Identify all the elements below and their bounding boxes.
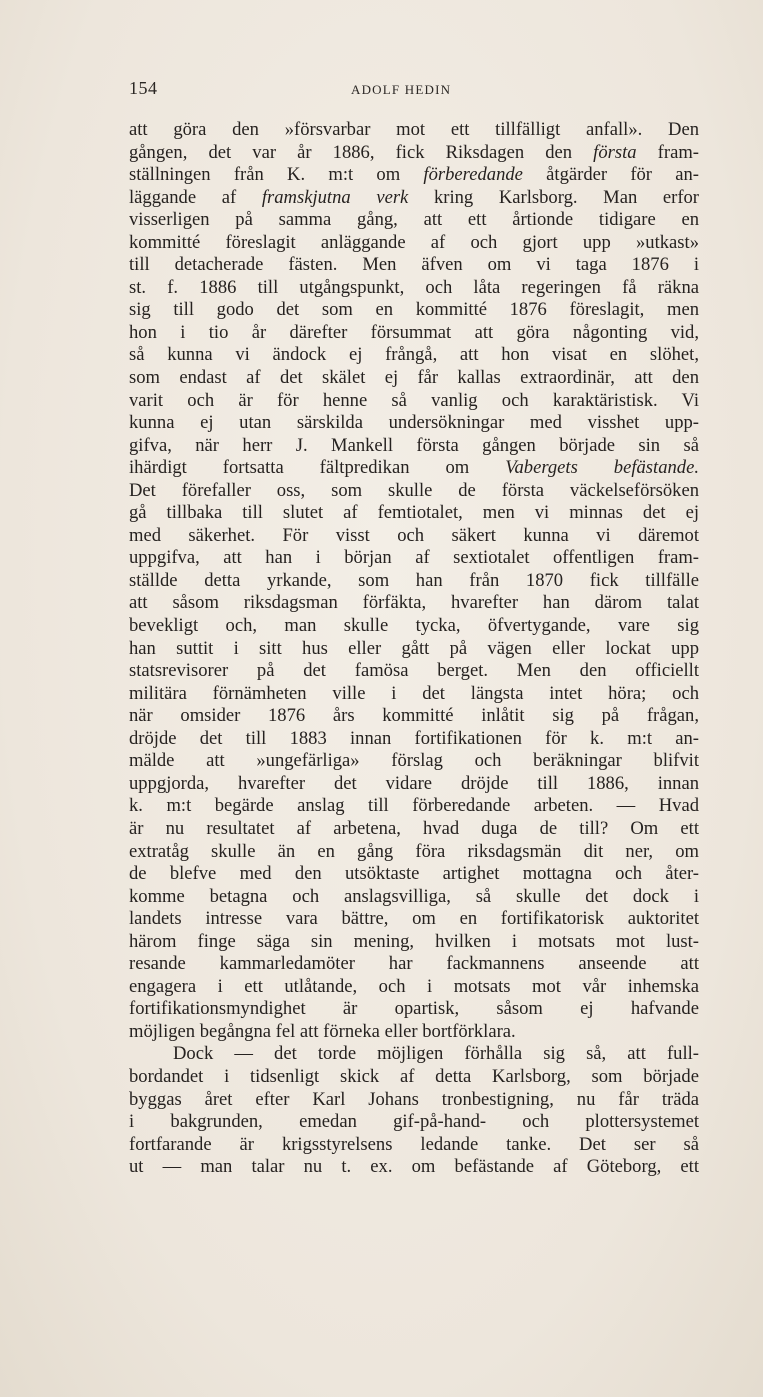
text-segment: kunna ej utan särskilda undersökningar med visshet upp- [129, 412, 699, 434]
text-line [129, 480, 699, 503]
text-line [129, 886, 699, 909]
text-segment: ut — man talar nu t. ex. om befästande af Göteborg, ett [129, 1156, 699, 1178]
page-number: 154 [129, 78, 158, 98]
text-segment: uppgjorda, hvarefter det vidare dröjde till 1886, innan [129, 772, 699, 794]
text-segment: k. m:t begärde anslag till förberedande arbeten. — Hvad [129, 795, 699, 817]
text-segment: med säkerhet. För visst och säkert kunna vi däremot [129, 524, 699, 546]
text-segment: fram- [636, 141, 699, 163]
text-segment: att göra den »försvarbar mot ett tillfälligt anfall». Den [129, 119, 699, 140]
text-line [129, 976, 699, 999]
text-line [129, 728, 699, 751]
text-line [129, 435, 699, 458]
text-segment: möjligen begångna fel att förneka eller bortförklara. [129, 1020, 516, 1042]
text-line [129, 773, 699, 796]
text-line [129, 931, 699, 954]
text-segment: extratåg skulle än en gång föra riksdagsmän dit ner, om [129, 840, 699, 862]
text-line [129, 277, 699, 300]
text-line [129, 1111, 699, 1134]
text-segment: fortfarande är krigsstyrelsens ledande tanke. Det ser så [129, 1133, 699, 1155]
text-line [129, 232, 699, 255]
text-line [129, 209, 699, 232]
text-segment: gifva, när herr J. Mankell första gången började sin så [129, 434, 699, 456]
text-segment: dröjde det till 1883 innan fortifikationen för k. m:t an- [129, 727, 699, 749]
text-segment: landets intresse vara bättre, om en fortifikatorisk auktoritet [129, 908, 699, 930]
text-segment: han suttit i sitt hus eller gått på vägen eller lockat upp [129, 637, 699, 659]
text-segment: engagera i ett utlåtande, och i motsats mot vår inhemska [129, 975, 699, 997]
paragraph [129, 1043, 699, 1178]
text-line [129, 615, 699, 638]
text-line [129, 390, 699, 413]
text-line [129, 1066, 699, 1089]
text-segment: st. f. 1886 till utgångspunkt, och låta regeringen få räkna [129, 276, 699, 298]
text-segment: mälde att »ungefärliga» förslag och beräkningar blifvit [129, 750, 699, 772]
text-segment: ställde detta yrkande, som han från 1870 fick tillfälle [129, 569, 699, 591]
text-line [129, 863, 699, 886]
text-line [129, 750, 699, 773]
text-line [129, 412, 699, 435]
text-line [129, 841, 699, 864]
text-segment: att såsom riksdagsman förfäkta, hvarefter han därom talat [129, 592, 699, 614]
text-line [129, 119, 699, 142]
text-line [129, 164, 699, 187]
text-segment: militära förnämheten ville i det längsta intet höra; och [129, 682, 699, 704]
text-line [129, 457, 699, 480]
text-segment: läggande af [129, 186, 262, 208]
text-line [129, 592, 699, 615]
text-line [129, 1156, 699, 1179]
text-line [129, 908, 699, 931]
text-line [129, 142, 699, 165]
text-segment: är nu resultatet af arbetena, hvad duga de till? Om ett [129, 817, 699, 839]
italic-text: första [593, 141, 637, 163]
text-segment: varit och är för henne så vanlig och karaktäristisk. Vi [129, 389, 699, 411]
text-segment: till detacherade fästen. Men äfven om vi taga 1876 i [129, 254, 699, 276]
text-line [129, 1134, 699, 1157]
text-segment: härom finge säga sin mening, hvilken i motsats mot lust- [129, 930, 699, 952]
text-line [129, 683, 699, 706]
text-segment: ihärdigt fortsatta fältpredikan om [129, 457, 506, 479]
text-line [129, 254, 699, 277]
text-segment: kring Karlsborg. Man erfor [408, 186, 700, 208]
text-segment: statsrevisorer på det famösa berget. Men den officiellt [129, 660, 699, 682]
text-segment: ställningen från K. m:t om [129, 164, 424, 186]
italic-text: Vabergets befästande. [505, 457, 699, 479]
text-segment: Det förefaller oss, som skulle de första väckelseförsöken [129, 479, 699, 501]
italic-text: förberedande [423, 164, 523, 186]
text-segment: som endast af det skälet ej får kallas extraordinär, att den [129, 367, 699, 389]
text-line [129, 570, 699, 593]
text-segment: bordandet i tidsenligt skick af detta Karlsborg, som började [129, 1065, 699, 1087]
text-line [129, 367, 699, 390]
text-line [129, 705, 699, 728]
text-segment: när omsider 1876 års kommitté inlåtit sig på frågan, [129, 705, 699, 727]
running-head: ADOLF HEDIN [351, 82, 452, 97]
text-line [129, 547, 699, 570]
text-line [129, 998, 699, 1021]
text-line [129, 502, 699, 525]
text-segment: kommitté föreslagit anläggande af och gjort upp »utkast» [129, 231, 699, 253]
text-segment: så kunna vi ändock ej frångå, att hon visat en slöhet, [129, 344, 699, 366]
paragraph [129, 119, 699, 1043]
text-line [129, 1043, 699, 1066]
text-segment: i bakgrunden, emedan gif-på-hand- och plottersystemet [129, 1111, 699, 1133]
text-line [129, 660, 699, 683]
page-header [129, 78, 699, 102]
text-segment: åtgärder för an- [522, 164, 699, 186]
text-segment: uppgifva, att han i början af sextiotalet offentligen fram- [129, 547, 699, 569]
text-segment: gå tillbaka till slutet af femtiotalet, men vi minnas det ej [129, 502, 699, 524]
text-segment: sig till godo det som en kommitté 1876 föreslagit, men [129, 299, 699, 321]
text-line [129, 299, 699, 322]
text-line [129, 1089, 699, 1112]
text-line [129, 818, 699, 841]
text-line [129, 953, 699, 976]
text-segment: de blefve med den utsöktaste artighet mottagna och åter- [129, 863, 699, 885]
text-segment: hon i tio år därefter försummat att göra någonting vid, [129, 321, 699, 343]
text-segment: komme betagna och anslagsvilliga, så skulle det dock i [129, 885, 699, 907]
text-line [129, 638, 699, 661]
text-segment: visserligen på samma gång, att ett årtionde tidigare en [129, 209, 699, 231]
text-segment: Dock — det torde möjligen förhålla sig så, att full- [173, 1043, 699, 1065]
text-line [129, 795, 699, 818]
italic-text: framskjutna verk [261, 186, 409, 208]
text-line [129, 322, 699, 345]
text-segment: byggas året efter Karl Johans tronbestigning, nu får träda [129, 1088, 699, 1110]
text-segment: resande kammarledamöter har fackmannens anseende att [129, 953, 699, 975]
text-line [129, 344, 699, 367]
body-text [129, 119, 699, 1179]
text-segment: fortifikationsmyndighet är opartisk, såsom ej hafvande [129, 998, 699, 1020]
text-line [129, 187, 699, 210]
text-line [129, 525, 699, 548]
text-line [129, 1021, 699, 1044]
text-segment: bevekligt och, man skulle tycka, öfvertygande, vare sig [129, 615, 699, 637]
text-segment: gången, det var år 1886, fick Riksdagen den [129, 141, 594, 163]
